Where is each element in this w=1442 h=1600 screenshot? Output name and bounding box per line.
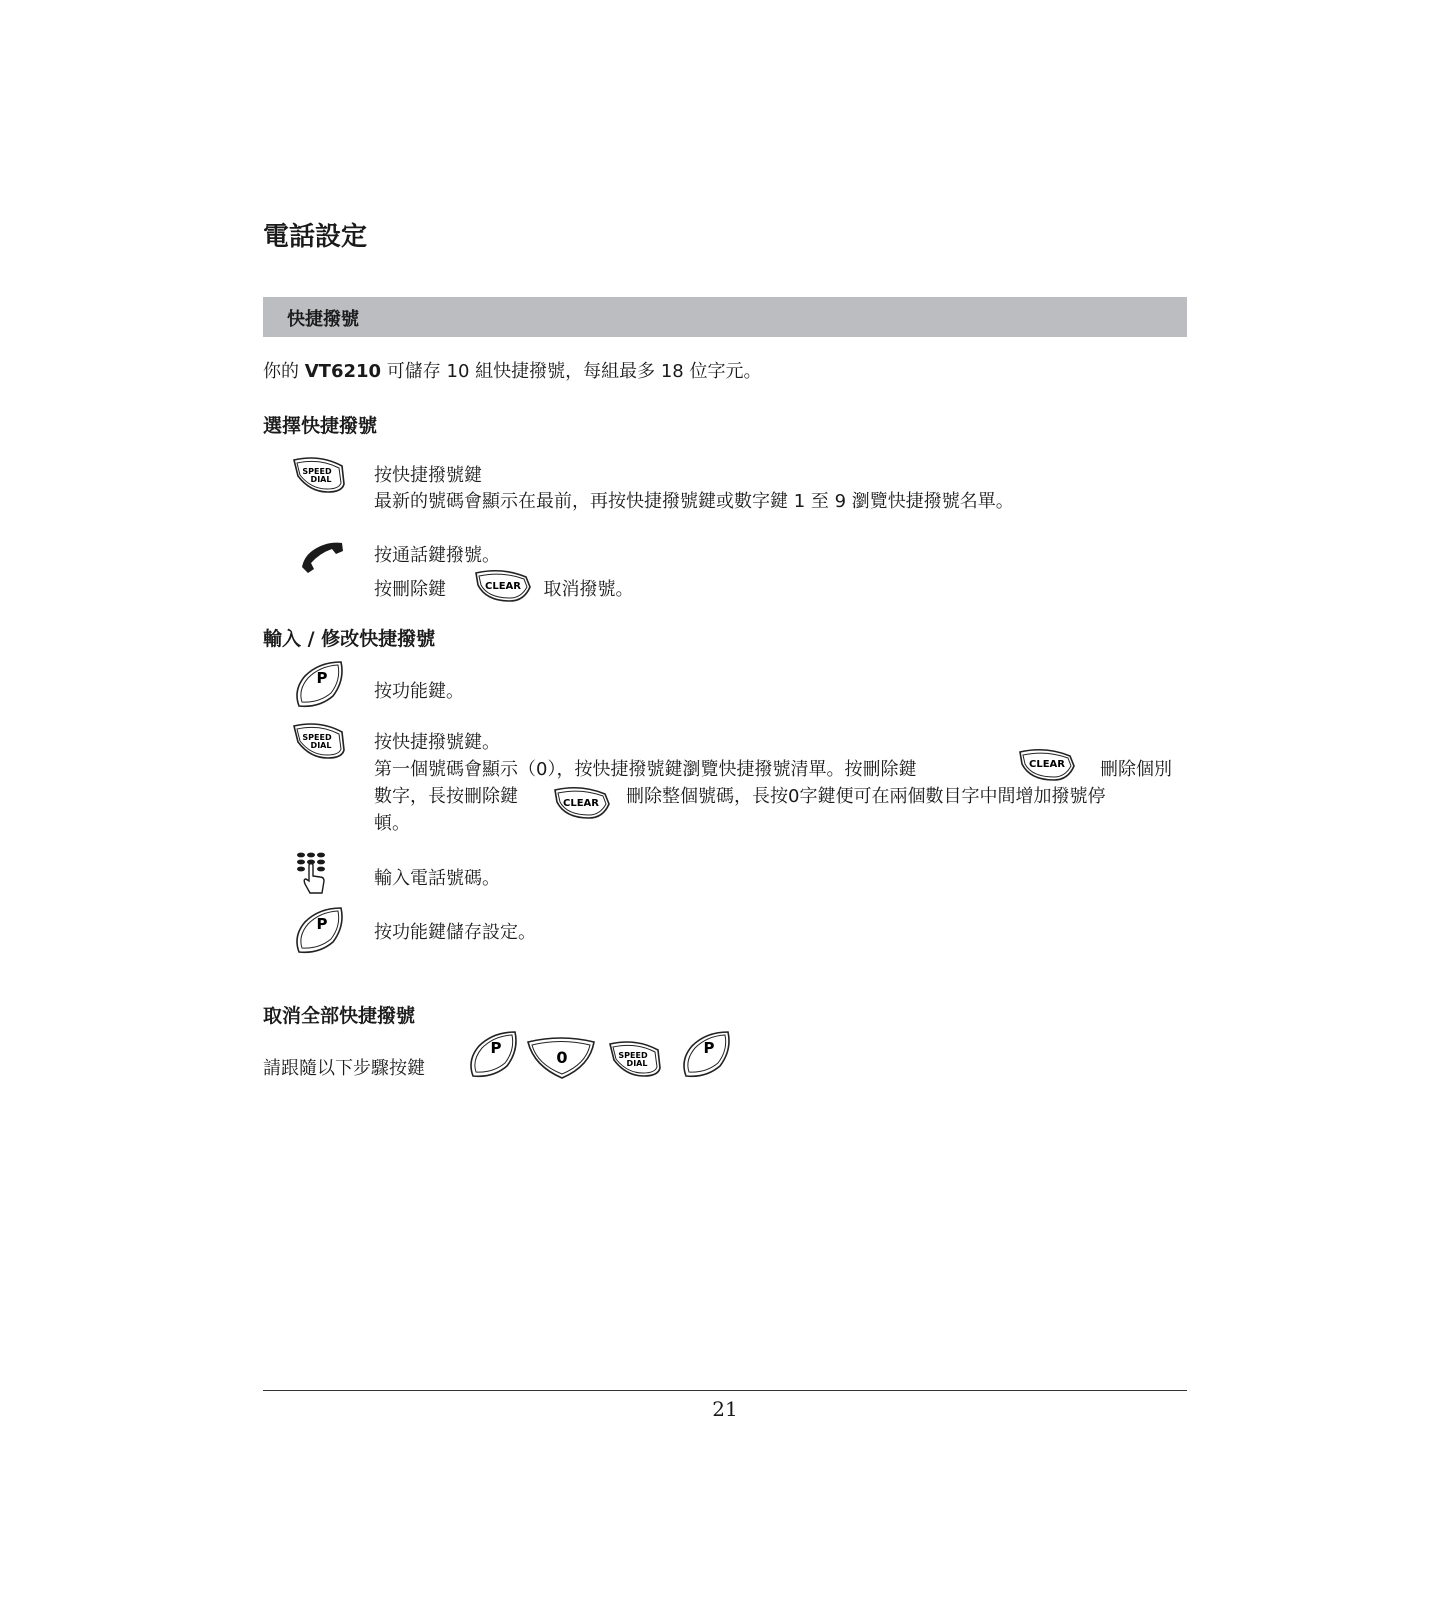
select-step1-line1: 按快捷撥號鍵 <box>374 465 482 486</box>
svg-text:CLEAR: CLEAR <box>1029 759 1065 770</box>
select-step2-line2 <box>374 569 633 611</box>
cancel-all-heading: 取消全部快捷撥號 <box>263 1005 416 1027</box>
speed-dial-key-icon <box>290 454 348 496</box>
svg-text:P: P <box>703 1039 715 1057</box>
p-key-icon-2 <box>293 906 347 954</box>
p-key-icon-3 <box>467 1030 521 1078</box>
keypad-icon <box>296 851 330 897</box>
page-number: 21 <box>712 1397 738 1421</box>
select-step1-line2: 最新的號碼會顯示在最前，再按快捷撥號鍵或數字鍵 1 至 9 瀏覽快捷撥號名單。 <box>374 491 1014 512</box>
intro-text <box>263 357 761 383</box>
speed-dial-key-icon-2 <box>290 720 348 762</box>
p-key-icon <box>293 660 347 708</box>
svg-text:P: P <box>316 915 328 933</box>
edit-step2-line2a: 第一個號碼會顯示（0），按快捷撥號鍵瀏覽快捷撥號清單。按刪除鍵 <box>374 759 917 780</box>
intro-prefix: 你的 <box>263 361 305 382</box>
section-bar-title: 快捷撥號 <box>287 309 359 330</box>
edit-step2-line1: 按快捷撥號鍵。 <box>374 732 500 753</box>
svg-text:SPEED: SPEED <box>302 733 332 742</box>
svg-text:0: 0 <box>556 1048 568 1067</box>
svg-text:DIAL: DIAL <box>310 475 332 484</box>
edit-step1: 按功能鍵。 <box>374 681 464 702</box>
edit-step2-line3a: 數字，長按刪除鍵 <box>374 786 518 807</box>
intro-suffix: 可儲存 10 組快捷撥號，每組最多 18 位字元。 <box>381 361 762 382</box>
clear-key-icon-2 <box>1018 748 1076 782</box>
select-speed-dial-heading: 選擇快捷撥號 <box>263 415 378 437</box>
edit-step2-line3b: 刪除整個號碼，長按0字鍵便可在兩個數目字中間增加撥號停 <box>626 786 1106 807</box>
select-step2-text-a: 按刪除鍵 <box>374 579 446 600</box>
clear-key-icon-3 <box>553 786 611 820</box>
cancel-all-instruction: 請跟隨以下步驟按鍵 <box>263 1058 425 1079</box>
svg-text:CLEAR: CLEAR <box>563 798 599 809</box>
svg-text:CLEAR: CLEAR <box>484 581 521 592</box>
model-name: VT6210 <box>304 361 382 382</box>
edit-step2-line4: 頓。 <box>374 813 410 834</box>
section-bar <box>263 297 1187 337</box>
svg-text:SPEED: SPEED <box>302 467 332 476</box>
footer-rule <box>263 1390 1187 1391</box>
zero-key-icon <box>526 1036 596 1080</box>
svg-text:DIAL: DIAL <box>626 1059 648 1068</box>
svg-text:DIAL: DIAL <box>310 741 332 750</box>
edit-speed-dial-heading: 輸入 / 修改快捷撥號 <box>263 628 436 650</box>
phone-handset-icon <box>300 539 346 575</box>
select-step2-text-b: 取消撥號。 <box>543 579 634 600</box>
edit-step3: 輸入電話號碼。 <box>374 868 500 889</box>
p-key-icon-4 <box>680 1030 734 1078</box>
svg-text:P: P <box>316 669 328 687</box>
svg-text:SPEED: SPEED <box>618 1051 648 1060</box>
edit-step2-line2b: 刪除個別 <box>1100 759 1172 780</box>
speed-dial-key-icon-3 <box>606 1038 664 1080</box>
svg-text:P: P <box>490 1039 502 1057</box>
clear-key-icon <box>474 569 532 611</box>
page-title: 電話設定 <box>263 222 368 252</box>
select-step2-line1: 按通話鍵撥號。 <box>374 545 500 566</box>
edit-step4: 按功能鍵儲存設定。 <box>374 922 536 943</box>
